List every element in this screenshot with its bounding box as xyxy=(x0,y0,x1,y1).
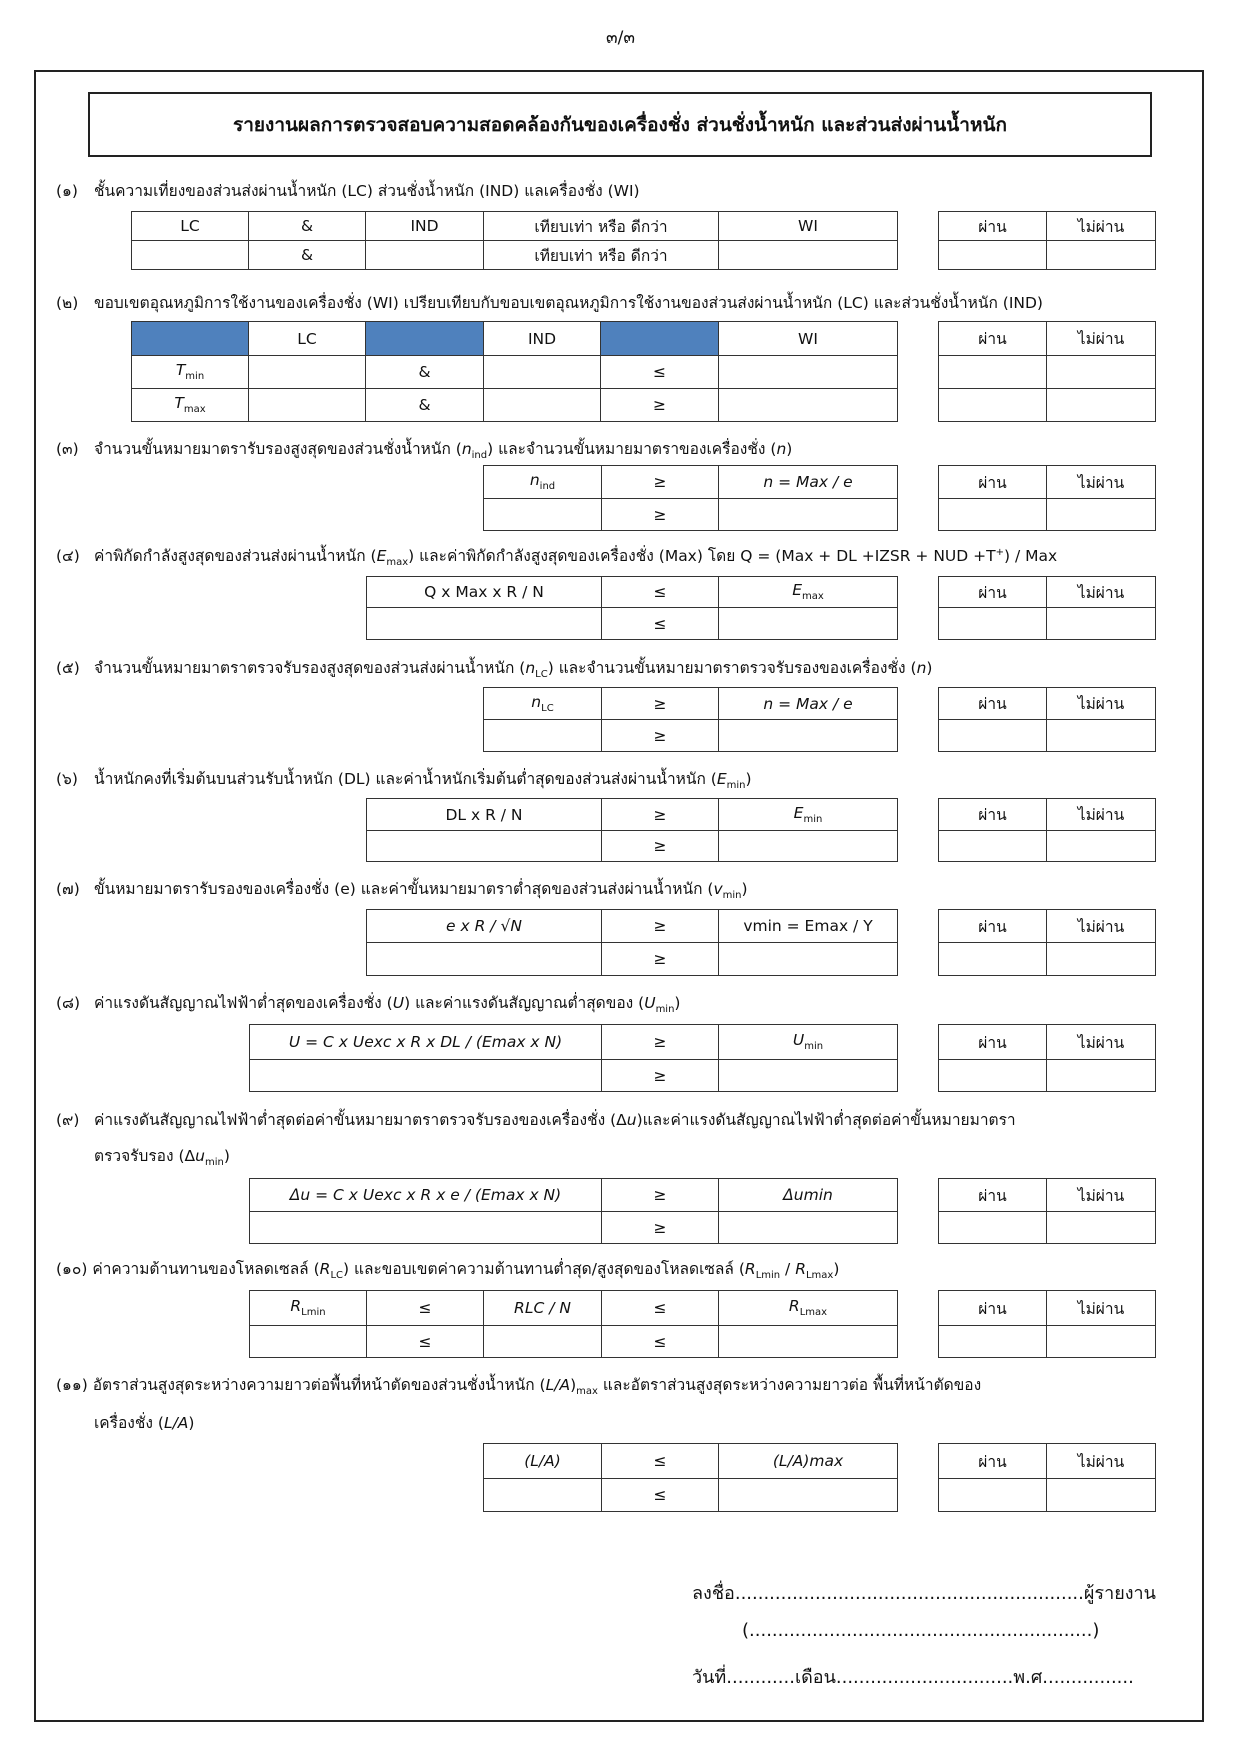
header-lc: LC xyxy=(132,212,249,241)
ind-tmax-field[interactable] xyxy=(484,389,601,422)
q5-table xyxy=(483,687,898,752)
question-7: (๗) ขั้นหมายมาตรารับรองของเครื่องชั่ง (e) และค่าขั้นหมายมาตราต่ำสุดของส่วนส่งผ่านน้ำหนัก $(v_{min})$ xyxy=(56,880,748,902)
signature-line[interactable]: ลงชื่อ.............................................................ผู้รายงาน xyxy=(692,1583,1156,1604)
amp: & xyxy=(249,241,366,270)
q6-result-table xyxy=(938,798,1156,862)
emax-header: $E_{max}$ xyxy=(719,577,898,608)
question-number: (๑) xyxy=(56,182,78,200)
ge-op: ≥ xyxy=(602,499,719,531)
pass-label: ผ่าน xyxy=(939,1179,1047,1212)
ind-value-field[interactable] xyxy=(366,241,484,270)
fail-checkbox[interactable] xyxy=(1047,1212,1156,1244)
nlc-header: $n_{LC}$ xyxy=(484,688,602,720)
lc-tmin-field[interactable] xyxy=(249,356,366,389)
vmin-formula: vmin = Emax / Y xyxy=(719,910,898,943)
q8-result-table xyxy=(938,1024,1156,1092)
tmin-label: $T_{min}$ xyxy=(132,356,249,389)
name-line[interactable]: (............................................................) xyxy=(742,1620,1100,1641)
question-11: (๑๑) อัตราส่วนสูงสุดระหว่างความยาวต่อพื้นที่หน้าตัดของส่วนชั่งน้ำหนัก $(L/A)_{max}$ และอัตราส่วนสูงสุดระหว่างความยาวต่อ พื้นที่หน้าตัดของ xyxy=(56,1376,982,1398)
emin-field[interactable] xyxy=(719,831,898,862)
header-blank xyxy=(132,322,249,356)
rlmax-field[interactable] xyxy=(719,1326,898,1358)
wi-tmax-field[interactable] xyxy=(719,389,898,422)
fail-checkbox[interactable] xyxy=(1047,356,1156,389)
header-wi: WI xyxy=(719,212,898,241)
la-header: (L/A) xyxy=(484,1444,602,1479)
dumin-header: Δumin xyxy=(719,1179,898,1212)
comparison: เทียบเท่า หรือ ดีกว่า xyxy=(484,241,719,270)
pass-label: ผ่าน xyxy=(939,1025,1047,1060)
question-number: (๒) xyxy=(56,294,79,312)
pass-label: ผ่าน xyxy=(939,799,1047,831)
q9-result-table xyxy=(938,1178,1156,1244)
la-max-field[interactable] xyxy=(719,1479,898,1512)
u-field[interactable] xyxy=(250,1060,602,1092)
rlmin-field[interactable] xyxy=(250,1326,367,1358)
header-ind: IND xyxy=(366,212,484,241)
e-formula: e x R / √N xyxy=(367,910,602,943)
pass-label: ผ่าน xyxy=(939,1444,1047,1479)
q6-table xyxy=(366,798,898,862)
nind-field[interactable] xyxy=(484,499,602,531)
pass-checkbox[interactable] xyxy=(939,1479,1047,1512)
pass-label: ผ่าน xyxy=(939,212,1047,241)
fail-label: ไม่ผ่าน xyxy=(1047,688,1156,720)
question-6: (๖) น้ำหนักคงที่เริ่มต้นบนส่วนรับน้ำหนัก (DL) และค่าน้ำหนักเริ่มต้นต่ำสุดของส่วนส่งผ่านน้ำหนัก $(E_{min})$ xyxy=(56,770,752,792)
pass-label: ผ่าน xyxy=(939,688,1047,720)
q-formula: Q x Max x R / N xyxy=(367,577,602,608)
n-field[interactable] xyxy=(719,499,898,531)
q3-result-table xyxy=(938,465,1156,531)
header-lc: LC xyxy=(249,322,366,356)
ge-op: ≥ xyxy=(602,831,719,862)
ge-op: ≥ xyxy=(602,1025,719,1060)
vmin-field[interactable] xyxy=(719,943,898,976)
amp: & xyxy=(366,389,484,422)
q1-result-table xyxy=(938,211,1156,270)
amp: & xyxy=(249,212,366,241)
q11-table xyxy=(483,1443,898,1512)
lc-value-field[interactable] xyxy=(132,241,249,270)
rlmin-header: $R_{Lmin}$ xyxy=(250,1291,367,1326)
ge-op: ≥ xyxy=(602,910,719,943)
header-blank xyxy=(601,322,719,356)
ge-op: ≥ xyxy=(601,389,719,422)
pass-checkbox[interactable] xyxy=(939,608,1047,640)
q-value-field[interactable] xyxy=(367,608,602,640)
ge-op: ≥ xyxy=(602,466,719,499)
q10-result-table xyxy=(938,1290,1156,1358)
wi-value-field[interactable] xyxy=(719,241,898,270)
ge-op: ≥ xyxy=(602,688,719,720)
question-10: (๑๐) ค่าความต้านทานของโหลดเซลล์ $(R_{LC})$ และขอบเขตค่าความต้านทานต่ำสุด/สูงสุดของโหลดเซลล์ $(R_{Lmin} / R_{Lmax})$ xyxy=(56,1260,840,1282)
ge-op: ≥ xyxy=(602,1212,719,1244)
rlmax-header: $R_{Lmax}$ xyxy=(719,1291,898,1326)
fail-checkbox[interactable] xyxy=(1047,1479,1156,1512)
pass-checkbox[interactable] xyxy=(939,499,1047,531)
q4-table xyxy=(366,576,898,640)
pass-checkbox[interactable] xyxy=(939,1212,1047,1244)
n-formula: n = Max / e xyxy=(719,688,898,720)
q2-table xyxy=(131,321,898,422)
q7-result-table xyxy=(938,909,1156,976)
pass-checkbox[interactable] xyxy=(939,356,1047,389)
le-op: ≤ xyxy=(602,1291,719,1326)
fail-label: ไม่ผ่าน xyxy=(1047,577,1156,608)
le-op: ≤ xyxy=(601,356,719,389)
q8-table xyxy=(249,1024,898,1092)
date-line[interactable]: วันที่............เดือน...............................พ.ศ................ xyxy=(692,1667,1134,1688)
fail-checkbox[interactable] xyxy=(1047,1326,1156,1358)
n-formula: n = Max / e xyxy=(719,466,898,499)
question-2 xyxy=(56,290,1043,315)
fail-checkbox[interactable] xyxy=(1047,831,1156,862)
q11-result-table xyxy=(938,1443,1156,1512)
fail-checkbox[interactable] xyxy=(1047,389,1156,422)
emin-header: $E_{min}$ xyxy=(719,799,898,831)
fail-checkbox[interactable] xyxy=(1047,1060,1156,1092)
fail-label: ไม่ผ่าน xyxy=(1047,322,1156,356)
question-1 xyxy=(56,178,640,203)
form-title: รายงานผลการตรวจสอบความสอดคล้องกันของเครื่องชั่ง ส่วนชั่งน้ำหนัก และส่วนส่งผ่านน้ำหนัก xyxy=(88,92,1152,157)
pass-checkbox[interactable] xyxy=(939,1060,1047,1092)
dl-formula: DL x R / N xyxy=(367,799,602,831)
comparison: เทียบเท่า หรือ ดีกว่า xyxy=(484,212,719,241)
fail-label: ไม่ผ่าน xyxy=(1047,212,1156,241)
amp: & xyxy=(366,356,484,389)
pass-label: ผ่าน xyxy=(939,322,1047,356)
fail-checkbox[interactable] xyxy=(1047,608,1156,640)
du-field[interactable] xyxy=(250,1212,602,1244)
umin-header: $U_{min}$ xyxy=(719,1025,898,1060)
du-formula: Δu = C x Uexc x R x e / (Emax x N) xyxy=(250,1179,602,1212)
q4-result-table xyxy=(938,576,1156,640)
le-op: ≤ xyxy=(602,1326,719,1358)
fail-checkbox[interactable] xyxy=(1047,241,1156,270)
pass-checkbox[interactable] xyxy=(939,831,1047,862)
fail-checkbox[interactable] xyxy=(1047,720,1156,752)
ind-tmin-field[interactable] xyxy=(484,356,601,389)
ge-op: ≥ xyxy=(602,799,719,831)
emax-field[interactable] xyxy=(719,608,898,640)
q9-table xyxy=(249,1178,898,1244)
page-number: ๓/๓ xyxy=(606,28,635,48)
lc-tmax-field[interactable] xyxy=(249,389,366,422)
fail-checkbox[interactable] xyxy=(1047,499,1156,531)
fail-label: ไม่ผ่าน xyxy=(1047,1444,1156,1479)
fail-label: ไม่ผ่าน xyxy=(1047,1291,1156,1326)
q1-table xyxy=(131,211,898,270)
le-op: ≤ xyxy=(602,608,719,640)
ge-op: ≥ xyxy=(602,943,719,976)
q7-table xyxy=(366,909,898,976)
question-9: (๙) ค่าแรงดันสัญญาณไฟฟ้าต่ำสุดต่อค่าขั้นหมายมาตราตรวจรับรองของเครื่องชั่ง (Δu)และค่าแรงดันสัญญาณไฟฟ้าต่ำสุดต่อค่าขั้นหมายมาตรา xyxy=(56,1111,1016,1129)
pass-label: ผ่าน xyxy=(939,577,1047,608)
question-text: ชั้นความเที่ยงของส่วนส่งผ่านน้ำหนัก (LC) ส่วนชั่งน้ำหนัก (IND) แลเครื่องชั่ง (WI) xyxy=(94,182,640,200)
ge-op: ≥ xyxy=(602,720,719,752)
n-field[interactable] xyxy=(719,720,898,752)
ge-op: ≥ xyxy=(602,1179,719,1212)
question-8: (๘) ค่าแรงดันสัญญาณไฟฟ้าต่ำสุดของเครื่องชั่ง (U) และค่าแรงดันสัญญาณต่ำสุดของ $(U_{min})$ xyxy=(56,994,681,1016)
nind-header: $n_{ind}$ xyxy=(484,466,602,499)
header-ind: IND xyxy=(484,322,601,356)
nlc-field[interactable] xyxy=(484,720,602,752)
q2-result-table xyxy=(938,321,1156,422)
dl-field[interactable] xyxy=(367,831,602,862)
pass-checkbox[interactable] xyxy=(939,1326,1047,1358)
wi-tmin-field[interactable] xyxy=(719,356,898,389)
question-4: (๔) ค่าพิกัดกำลังสูงสุดของส่วนส่งผ่านน้ำหนัก $(E_{max})$ และค่าพิกัดกำลังสูงสุดของเครื่องชั่ง (Max) โดย Q = (Max + DL +IZSR + NUD +T+) / Max xyxy=(56,546,1058,569)
fail-label: ไม่ผ่าน xyxy=(1047,466,1156,499)
q10-table xyxy=(249,1290,898,1358)
question-5: (๕) จำนวนขั้นหมายมาตราตรวจรับรองสูงสุดของส่วนส่งผ่านน้ำหนัก $(n_{LC})$ และจำนวนขั้นหมายมาตราตรวจรับรองของเครื่องชั่ง (n) xyxy=(56,659,933,681)
q3-table xyxy=(483,465,898,531)
dumin-field[interactable] xyxy=(719,1212,898,1244)
question-text: ขอบเขตอุณหภูมิการใช้งานของเครื่องชั่ง (WI) เปรียบเทียบกับขอบเขตอุณหภูมิการใช้งานของส่วนส่งผ่านน้ำหนัก (LC) และส่วนชั่งน้ำหนัก (IND) xyxy=(94,294,1043,312)
fail-checkbox[interactable] xyxy=(1047,943,1156,976)
le-op: ≤ xyxy=(367,1326,484,1358)
le-op: ≤ xyxy=(602,577,719,608)
fail-label: ไม่ผ่าน xyxy=(1047,1025,1156,1060)
question-3: (๓) จำนวนขั้นหมายมาตรารับรองสูงสุดของส่วนชั่งน้ำหนัก $(n_{ind})$ และจำนวนขั้นหมายมาตราของเครื่องชั่ง (n) xyxy=(56,440,793,462)
e-field[interactable] xyxy=(367,943,602,976)
pass-checkbox[interactable] xyxy=(939,943,1047,976)
le-op: ≤ xyxy=(367,1291,484,1326)
header-wi: WI xyxy=(719,322,898,356)
tmax-label: $T_{max}$ xyxy=(132,389,249,422)
fail-label: ไม่ผ่าน xyxy=(1047,1179,1156,1212)
question-11-line-2: เครื่องชั่ง (L/A) xyxy=(94,1414,195,1432)
pass-checkbox[interactable] xyxy=(939,389,1047,422)
ge-op: ≥ xyxy=(602,1060,719,1092)
la-field[interactable] xyxy=(484,1479,602,1512)
umin-field[interactable] xyxy=(719,1060,898,1092)
u-formula: U = C x Uexc x R x DL / (Emax x N) xyxy=(250,1025,602,1060)
rlc-field[interactable] xyxy=(484,1326,602,1358)
q5-result-table xyxy=(938,687,1156,752)
pass-checkbox[interactable] xyxy=(939,241,1047,270)
pass-label: ผ่าน xyxy=(939,466,1047,499)
fail-label: ไม่ผ่าน xyxy=(1047,799,1156,831)
le-op: ≤ xyxy=(602,1444,719,1479)
question-9-line-2: ตรวจรับรอง $(\Delta u_{min})$ xyxy=(94,1147,230,1169)
header-blank xyxy=(366,322,484,356)
fail-label: ไม่ผ่าน xyxy=(1047,910,1156,943)
pass-checkbox[interactable] xyxy=(939,720,1047,752)
rlc-formula: RLC / N xyxy=(484,1291,602,1326)
la-max-header: (L/A)max xyxy=(719,1444,898,1479)
pass-label: ผ่าน xyxy=(939,1291,1047,1326)
le-op: ≤ xyxy=(602,1479,719,1512)
pass-label: ผ่าน xyxy=(939,910,1047,943)
